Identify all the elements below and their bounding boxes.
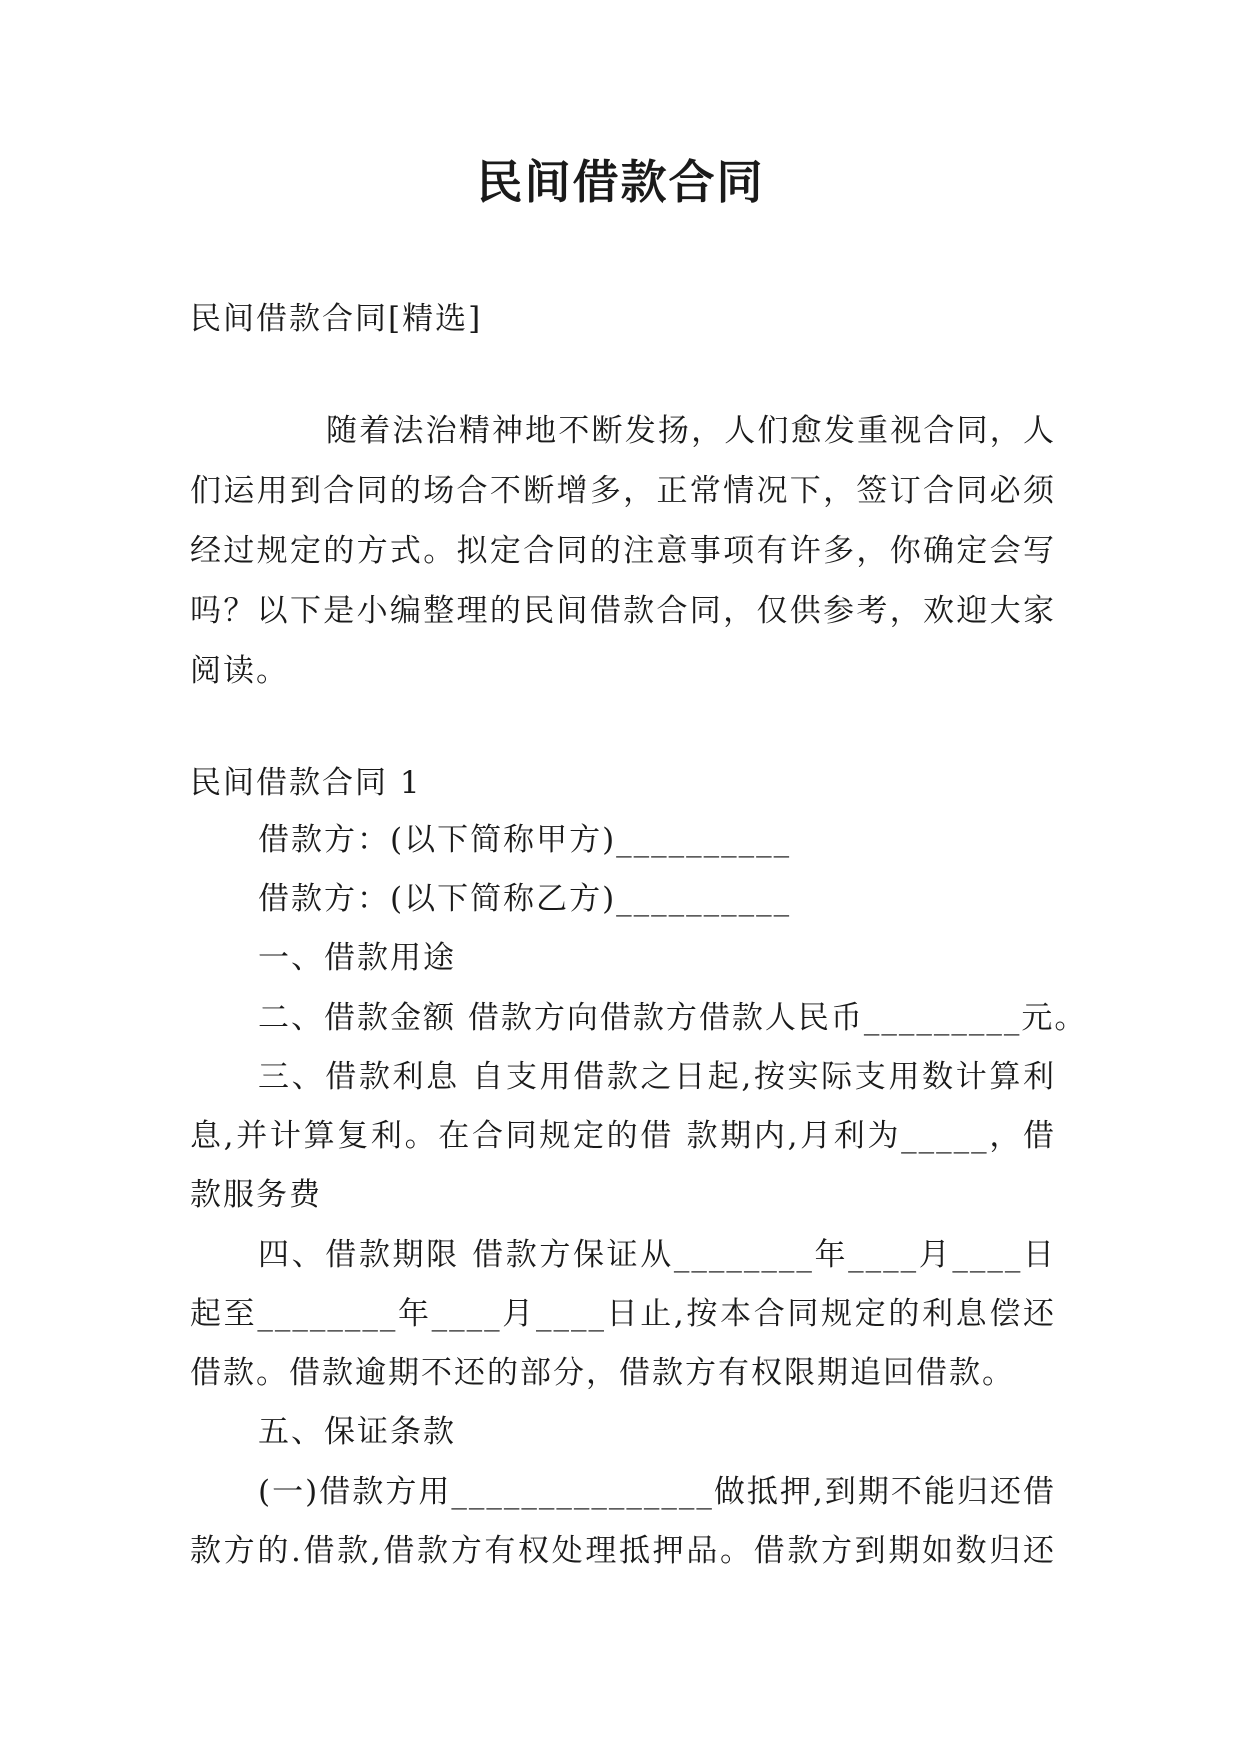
section-1-heading: 一、借款用途 xyxy=(258,940,456,976)
section-2-line: 二、借款金额 借款方向借款方借款人民币_________元。 xyxy=(258,1000,1088,1036)
section-4-line-3: 借款。借款逾期不还的部分，借款方有权限期追回借款。 xyxy=(190,1355,1015,1391)
section-5-heading: 五、保证条款 xyxy=(258,1414,456,1450)
section-5-clause-1-line-2: 款方的.借款,借款方有权处理抵押品。借款方到期如数归还 xyxy=(190,1533,1056,1569)
section-3-line-1: 三、借款利息 自支用借款之日起,按实际支用数计算利 xyxy=(258,1059,1056,1095)
section-3-line-3: 款服务费 xyxy=(190,1177,322,1213)
party-b-line: 借款方：(以下简称乙方)__________ xyxy=(258,881,792,917)
intro-line-2: 们运用到合同的场合不断增多，正常情况下，签订合同必须 xyxy=(190,473,1056,509)
section-3-line-2: 息,并计算复利。在合同规定的借 款期内,月利为_____，借 xyxy=(190,1118,1056,1154)
section-4-line-1: 四、借款期限 借款方保证从________年____月____日 xyxy=(258,1237,1056,1273)
section-4-line-2: 起至________年____月____日止,按本合同规定的利息偿还 xyxy=(190,1296,1056,1332)
contract-heading: 民间借款合同 1 xyxy=(190,765,422,801)
document-subtitle: 民间借款合同[精选] xyxy=(190,301,483,337)
document-title: 民间借款合同 xyxy=(476,155,765,209)
party-a-line: 借款方：(以下简称甲方)__________ xyxy=(258,822,792,858)
intro-line-3: 经过规定的方式。拟定合同的注意事项有许多，你确定会写 xyxy=(190,533,1056,569)
intro-line-1: 随着法治精神地不断发扬，人们愈发重视合同，人 xyxy=(326,413,1056,449)
intro-line-5: 阅读。 xyxy=(190,653,289,689)
intro-line-4: 吗？以下是小编整理的民间借款合同，仅供参考，欢迎大家 xyxy=(190,593,1056,629)
section-5-clause-1-line-1: (一)借款方用_______________做抵押,到期不能归还借 xyxy=(258,1474,1056,1510)
